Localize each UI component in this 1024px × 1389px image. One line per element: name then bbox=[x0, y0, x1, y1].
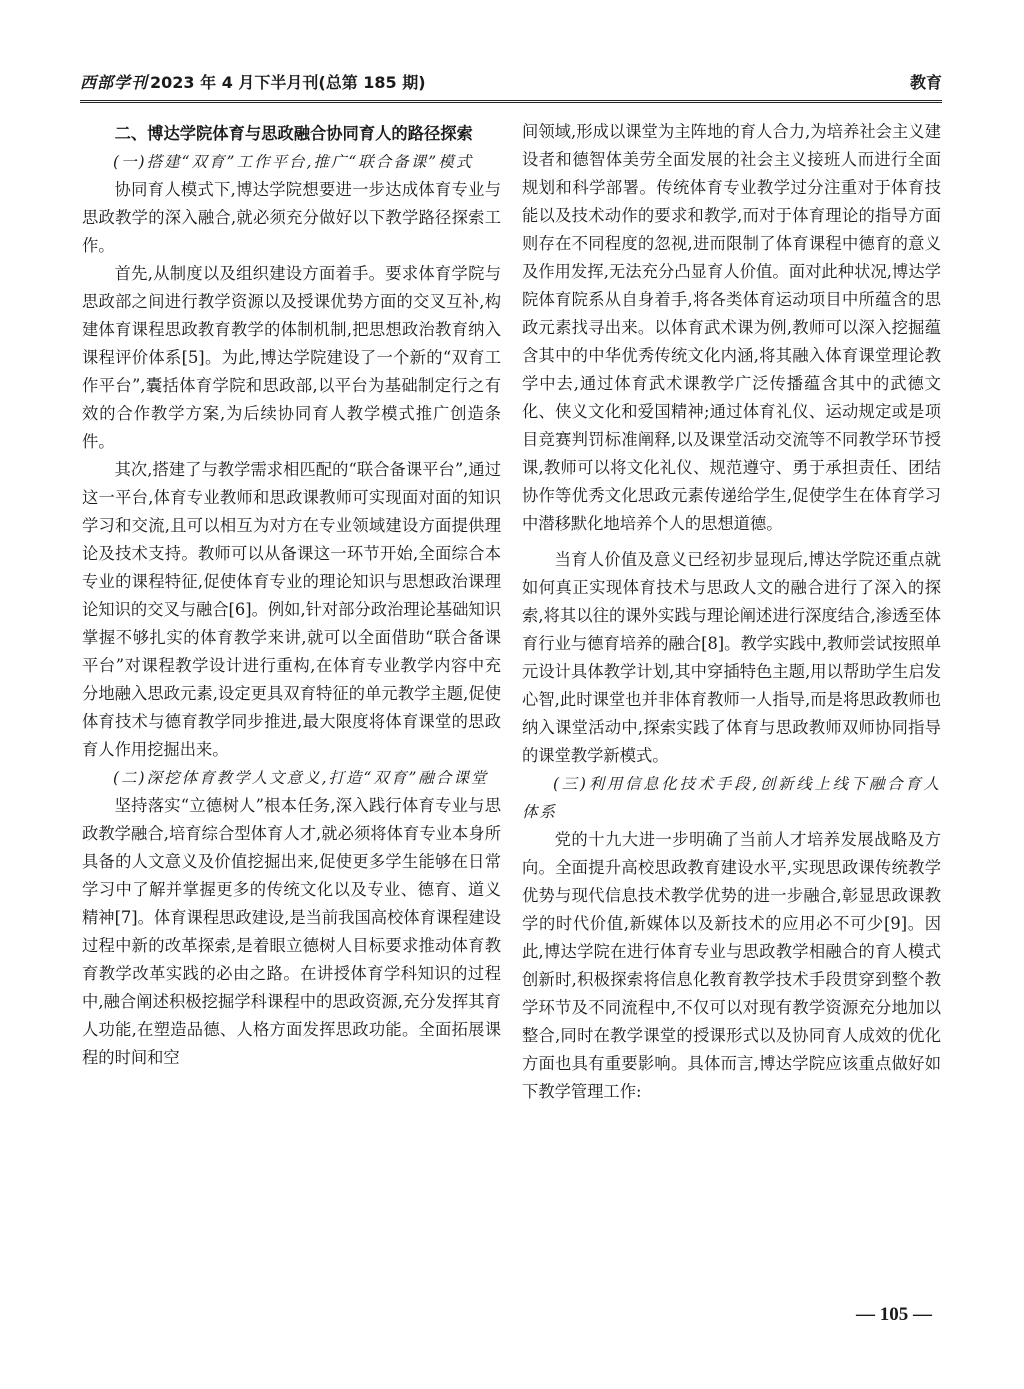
body-paragraph-continued: 间领域,形成以课堂为主阵地的育人合力,为培养社会主义建设者和德智体美劳全面发展的社会主义接班人而进行全面规划和科学部署。传统体育专业教学过分注重对于体育技能以及技术动作的要求和教学,而对于体育理论的指导方面则存在不同程度的忽视,进而限制了体育课程中德育的意义及作用发挥,无法充分凸显育人价值。面对此种状况,博达学院体育院系从自身着手,将各类体育运动项目中所蕴含的思政元素找寻出来。以体育武术课为例,教师可以深入挖掘蕴含其中的中华优秀传统文化内涵,将其融入体育课堂理论教学中去,通过体育武术课教学广泛传播蕴含其中的武德文化、侠义文化和爱国精神;通过体育礼仪、运动规定或是项目竞赛判罚标准阐释,以及课堂活动交流等不同教学环节授课,教师可以将文化礼仪、规范遵守、勇于承担责任、团结协作等优秀文化思政元素传递给学生,促使学生在体育学习中潜移默化地培养个人的思想道德。 bbox=[522, 122, 941, 533]
subsection-heading-3: (三)利用信息化技术手段,创新线上线下融合育人体系 bbox=[522, 775, 941, 821]
section-label: 教育 bbox=[909, 73, 942, 92]
right-column bbox=[522, 118, 941, 1298]
body-paragraph: 坚持落实“立德树人”根本任务,深入践行体育专业与思政教学融合,培育综合型体育人才,就必须将体育专业本身所具备的人文意义及价值挖掘出来,促使更多学生能够在日常学习中了解并掌握更多的传统文化以及专业、德育、道义精神[7]。体育课程思政建设,是当前我国高校体育课程建设过程中新的改革探索,是着眼立德树人目标要求推动体育教育教学改革实践的必由之路。在讲授体育学科知识的过程中,融合阐述积极挖掘学科课程中的思政资源,充分发挥其育人功能,在塑造品德、人格方面发挥思政功能。全面拓展课程的时间和空 bbox=[82, 796, 501, 1067]
page-number: — 105 — bbox=[856, 1304, 932, 1325]
journal-title bbox=[80, 70, 426, 93]
body-paragraph: 党的十九大进一步明确了当前人才培养发展战略及方向。全面提升高校思政教育建设水平,实现思政课传统教学优势与现代信息技术教学优势的进一步融合,彰显思政课教学的时代价值,新媒体以及新技术的应用必不可少[9]。因此,博达学院在进行体育专业与思政教学相融合的育人模式创新时,积极探索将信息化教育教学技术手段贯穿到整个教学环节及不同流程中,不仅可以对现有教学资源充分地加以整合,同时在教学课堂的授课形式以及协同育人成效的优化方面也具有重要影响。具体而言,博达学院应该重点做好如下教学管理工作: bbox=[522, 830, 941, 1101]
body-paragraph: 首先,从制度以及组织建设方面着手。要求体育学院与思政部之间进行教学资源以及授课优势方面的交叉互补,构建体育课程思政教育教学的体制机制,把思想政治教育纳入课程评价体系[5]。为此,博达学院建设了一个新的“双育工作平台”,囊括体育学院和思政部,以平台为基础制定行之有效的合作教学方案,为后续协同育人教学模式推广创造条件。 bbox=[82, 264, 501, 451]
subsection-heading-1: (一)搭建“双育”工作平台,推广“联合备课”模式 bbox=[113, 153, 474, 171]
section-heading: 二、博达学院体育与思政融合协同育人的路径探索 bbox=[114, 124, 473, 143]
issue-info: 2023 年 4 月下半月刊(总第 185 期) bbox=[150, 73, 426, 92]
body-paragraph: 其次,搭建了与教学需求相匹配的“联合备课平台”,通过这一平台,体育专业教师和思政课教师可实现面对面的知识学习和交流,且可以相互为对方在专业领域建设方面提供理论及技术支持。教师可以从备课这一环节开始,全面综合本专业的课程特征,促使体育专业的理论知识与思想政治课理论知识的交叉与融合[6]。例如,针对部分政治理论基础知识掌握不够扎实的体育教学来讲,就可以全面借助“联合备课平台”对课程教学设计进行重构,在体育专业教学内容中充分地融入思政元素,设定更具双育特征的单元教学主题,促使体育技术与德育教学同步推进,最大限度将体育课堂的思政育人作用挖掘出来。 bbox=[82, 460, 501, 759]
left-column bbox=[82, 118, 501, 1298]
page-header bbox=[80, 66, 942, 103]
body-paragraph: 协同育人模式下,博达学院想要进一步达成体育专业与思政教学的深入融合,就必须充分做好以下教学路径探索工作。 bbox=[82, 180, 501, 255]
body-paragraph: 当育人价值及意义已经初步显现后,博达学院还重点就如何真正实现体育技术与思政人文的融合进行了深入的探索,将其以往的课外实践与理论阐述进行深度结合,渗透至体育行业与德育培养的融合[8]。教学实践中,教师尝试按照单元设计具体教学计划,其中穿插特色主题,用以帮助学生启发心智,此时课堂也并非体育教师一人指导,而是将思政教师也纳入课堂活动中,探索实践了体育与思政教师双师协同指导的课堂教学新模式。 bbox=[522, 550, 941, 765]
subsection-heading-2: (二)深挖体育教学人文意义,打造“双育”融合课堂 bbox=[113, 769, 489, 787]
journal-logo: 西部学刊 bbox=[80, 73, 149, 92]
